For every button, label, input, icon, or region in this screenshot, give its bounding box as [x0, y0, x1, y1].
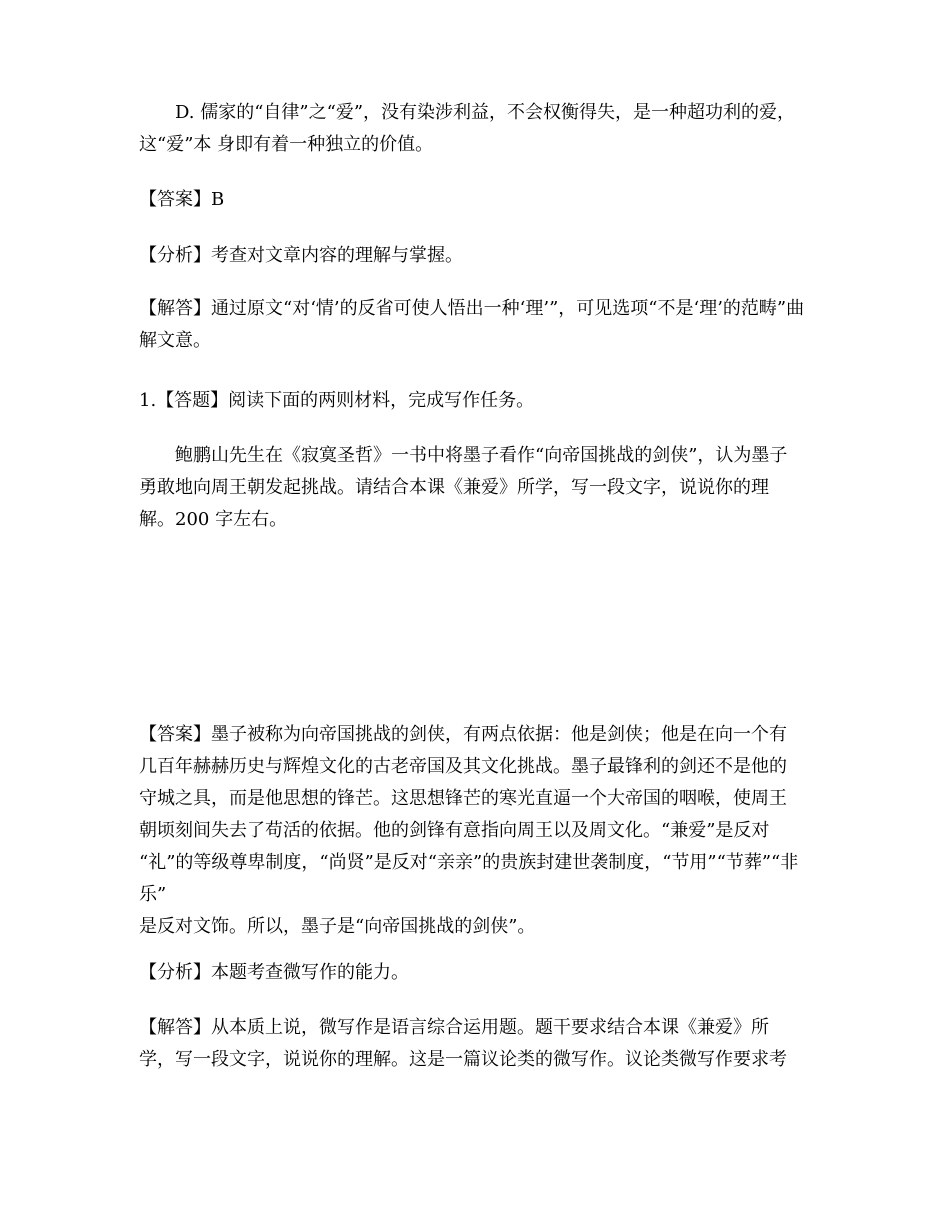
option-d-line-2: 这“爱”本 身即有着一种独立的价值。 [139, 134, 434, 155]
answer-line-6: 是反对文饰。所以，墨子是“向帝国挑战的剑侠”。 [139, 916, 536, 937]
solution-line-2: 解文意。 [139, 330, 211, 351]
question-analysis-line: 【分析】本题考查微写作的能力。 [139, 962, 409, 983]
question-solution-paragraph [139, 1012, 811, 1076]
question-material-paragraph [139, 440, 811, 536]
solution-line-1: 【解答】通过原文“对‘情’的反省可使人悟出一种‘理’”，可见选项“不是‘理’的范畴”曲 [139, 298, 805, 319]
answer-line-4: 朝顷刻间失去了苟活的依据。他的剑锋有意指向周王以及周文化。“兼爱”是反对 [139, 820, 770, 841]
option-d-line-1: D. 儒家的“自律”之“爱”，没有染涉利益，不会权衡得失，是一种超功利的爱， [175, 102, 796, 123]
answer-line-1: 【答案】墨子被称为向帝国挑战的剑侠，有两点依据：他是剑侠；他是在向一个有 [139, 724, 787, 745]
answer-line: 【答案】B [139, 189, 225, 210]
answer-line-3: 守城之具，而是他思想的锋芒。这思想锋芒的寒光直逼一个大帝国的咽喉，使周王 [139, 788, 787, 809]
material-line-3: 解。200 字左右。 [139, 509, 288, 530]
question-solution-line-2: 学，写一段文字，说说你的理解。这是一篇议论类的微写作。议论类微写作要求考 [139, 1049, 787, 1070]
material-line-2: 勇敢地向周王朝发起挑战。请结合本课《兼爱》所学，写一段文字，说说你的理 [139, 477, 769, 498]
question-answer-paragraph [139, 719, 811, 943]
analysis-line: 【分析】考查对文章内容的理解与掌握。 [139, 245, 463, 266]
answer-line-2: 几百年赫赫历史与辉煌文化的古老帝国及其文化挑战。墨子最锋利的剑还不是他的 [139, 756, 787, 777]
question-title: 1.【答题】阅读下面的两则材料，完成写作任务。 [139, 390, 535, 411]
solution-paragraph [139, 293, 811, 357]
answer-line-5: “礼”的等级尊卑制度，“尚贤”是反对“亲亲”的贵族封建世袭制度，“节用”“节葬”“非乐” [139, 852, 799, 905]
material-line-1: 鲍鹏山先生在《寂寞圣哲》一书中将墨子看作“向帝国挑战的剑侠”，认为墨子 [175, 445, 788, 466]
option-d-paragraph [139, 97, 811, 161]
question-solution-line-1: 【解答】从本质上说，微写作是语言综合运用题。题干要求结合本课《兼爱》所 [139, 1017, 769, 1038]
